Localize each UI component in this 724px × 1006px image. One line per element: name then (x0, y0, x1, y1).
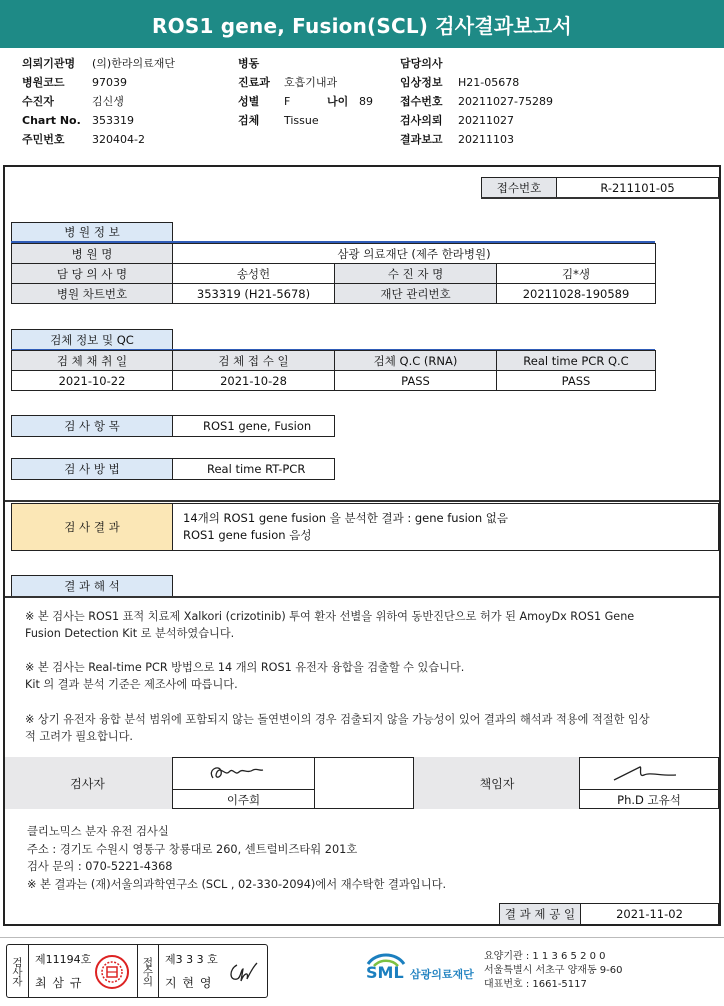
tester-signature-icon (173, 758, 314, 788)
specimen-value: 2021-10-22 (11, 370, 173, 391)
header-label: 성별 (238, 95, 260, 108)
blank-box (314, 757, 414, 809)
header-col-1 (22, 54, 175, 149)
interpretation-paragraph-1 (25, 608, 715, 642)
header-label: 수진자 (22, 95, 54, 108)
result-label: 검 사 결 과 (11, 503, 173, 551)
hospital-section-title: 병 원 정 보 (11, 222, 173, 242)
receipt-value: R-211101-05 (556, 177, 719, 199)
header-label: 의뢰기관명 (22, 57, 76, 70)
test-item-value: ROS1 gene, Fusion (172, 415, 335, 437)
footer-tester-label: 검사자 (7, 945, 29, 997)
specimen-header: Real time PCR Q.C (496, 350, 656, 371)
header-label: 검체 (238, 114, 260, 127)
header-label: 임상정보 (400, 76, 443, 89)
mgmt-value: 20211028-190589 (496, 283, 656, 304)
patient-label: 수 진 자 명 (334, 263, 497, 284)
lab-name: 클리노믹스 분자 유전 검사실 (27, 825, 169, 838)
tester-name: 이주희 (173, 789, 314, 809)
specimen-value: PASS (496, 370, 656, 391)
hospital-name-value: 삼광 의료재단 (제주 한라병원) (172, 243, 656, 264)
header-value: Tissue (284, 114, 319, 127)
specimen-value: PASS (334, 370, 497, 391)
result-box (172, 503, 719, 551)
org-code: 요양기관 : 1 1 3 6 5 2 0 0 (484, 951, 606, 962)
test-item-label: 검 사 항 목 (11, 415, 173, 437)
responsible-signature-box (579, 757, 719, 809)
header-value: (의)한라의료재단 (92, 57, 175, 70)
responsible-label: 책임자 (479, 776, 515, 791)
interpretation-paragraph-3 (25, 711, 719, 745)
header-value: 20211103 (458, 133, 514, 146)
logo-text: SML (366, 963, 404, 982)
footer-tester-name: 최 삼 규 (35, 976, 83, 990)
hospital-name-label: 병 원 명 (11, 243, 173, 264)
chart-value: 353319 (H21-5678) (172, 283, 335, 304)
paragraph-line: ※ 본 검사는 ROS1 표적 치료제 Xalkori (crizotinib) 투여 환자 선별을 위하여 동반진단으로 허가 된 AmoyDx ROS1 Gene (25, 610, 635, 623)
provided-value: 2021-11-02 (580, 903, 719, 925)
interpretation-paragraph-2 (25, 659, 715, 693)
paragraph-line: 적 고려가 필요합니다. (25, 730, 133, 743)
specimen-header: 검 체 접 수 일 (172, 350, 335, 371)
lab-note: ※ 본 결과는 (재)서울의과학연구소 (SCL , 02-330-2094)에서 재수탁한 결과입니다. (27, 877, 447, 891)
specimen-header: 검체 Q.C (RNA) (334, 350, 497, 371)
test-method-label: 검 사 방 법 (11, 458, 173, 480)
footer-divider (0, 937, 724, 938)
header-label: 검사의뢰 (400, 114, 443, 127)
patient-value: 김*생 (496, 263, 656, 284)
header-label: 결과보고 (400, 133, 443, 146)
footer-reviewer-label: 접수의 (137, 945, 159, 997)
header-label: 병원코드 (22, 76, 65, 89)
provided-label: 결 과 제 공 일 (499, 903, 581, 925)
interpretation-section-title: 결 과 해 석 (11, 575, 173, 597)
report-body (3, 165, 721, 926)
header-label: 담당의사 (400, 57, 443, 70)
header-value: 20211027-75289 (458, 95, 553, 108)
specimen-section-title: 검체 정보 및 QC (11, 329, 173, 350)
receipt-underline (481, 197, 719, 199)
header-value: 89 (359, 95, 373, 108)
org-address: 서울특별시 서초구 양재동 9-60 (484, 965, 623, 976)
header-label: 나이 (327, 95, 349, 108)
paragraph-line: ※ 상기 유전자 융합 분석 범위에 포함되지 않는 돌연변이의 경우 검출되지 않을 가능성이 있어 결과의 해석과 적용에 적절한 임상 (25, 713, 650, 726)
header-value: F (284, 95, 291, 108)
reviewer-signature-icon (225, 959, 261, 987)
doctor-value: 송성헌 (172, 263, 335, 284)
header-label: 병동 (238, 57, 260, 70)
paragraph-line: Kit 의 결과 분석 기준은 제조사에 따릅니다. (25, 678, 238, 691)
org-info (484, 950, 623, 992)
header-label: Chart No. (22, 114, 81, 127)
tester-label: 검사자 (70, 776, 105, 791)
org-phone: 대표번호 : 1661-5117 (484, 979, 587, 990)
footer-tester-no: 제11194호 (35, 953, 92, 966)
responsible-name: Ph.D 고유석 (580, 789, 718, 809)
header-value: 호흡기내과 (284, 76, 338, 89)
header-label: 주민번호 (22, 133, 65, 146)
header-value: 320404-2 (92, 133, 145, 146)
page-footer (0, 930, 724, 1006)
test-method-value: Real time RT-PCR (172, 458, 335, 480)
header-col-2 (238, 54, 373, 130)
result-line-1: 14개의 ROS1 gene fusion 을 분석한 결과 : gene fusion 없음 (183, 511, 508, 525)
header-value: 353319 (92, 114, 134, 127)
tester-signature-box (172, 757, 315, 809)
receipt-label: 접수번호 (481, 177, 557, 199)
result-rule-top (5, 500, 719, 502)
doctor-label: 담 당 의 사 명 (11, 263, 173, 284)
interpretation-rule (5, 596, 719, 598)
footer-reviewer-no: 제3 3 3 호 (165, 953, 218, 966)
header-col-3 (400, 54, 553, 149)
footer-reviewer-name: 지 현 영 (165, 976, 213, 990)
chart-label: 병원 차트번호 (11, 283, 173, 304)
lab-info (27, 823, 717, 893)
responsible-signature-icon (580, 758, 718, 788)
result-line-2: ROS1 gene fusion 음성 (183, 528, 312, 542)
header-value: H21-05678 (458, 76, 520, 89)
certifier-box (6, 944, 268, 998)
seal-icon (93, 953, 131, 991)
report-title: ROS1 gene, Fusion(SCL) 검사결과보고서 (0, 0, 724, 48)
paragraph-line: Fusion Detection Kit 로 분석하였습니다. (25, 627, 235, 640)
org-name: 삼광의료재단 (410, 968, 474, 981)
specimen-header: 검 체 채 취 일 (11, 350, 173, 371)
header-label: 진료과 (238, 76, 270, 89)
lab-address: 주소 : 경기도 수원시 영통구 창룡대로 260, 센트럴비즈타워 201호 (27, 842, 358, 856)
paragraph-line: ※ 본 검사는 Real-time PCR 방법으로 14 개의 ROS1 유전자 융합을 검출할 수 있습니다. (25, 661, 465, 674)
specimen-value: 2021-10-28 (172, 370, 335, 391)
header-label: 접수번호 (400, 95, 443, 108)
header-value: 97039 (92, 76, 127, 89)
lab-phone: 검사 문의 : 070-5221-4368 (27, 860, 173, 873)
header-value: 김신생 (92, 95, 124, 108)
mgmt-label: 재단 관리번호 (334, 283, 497, 304)
header-value: 20211027 (458, 114, 514, 127)
